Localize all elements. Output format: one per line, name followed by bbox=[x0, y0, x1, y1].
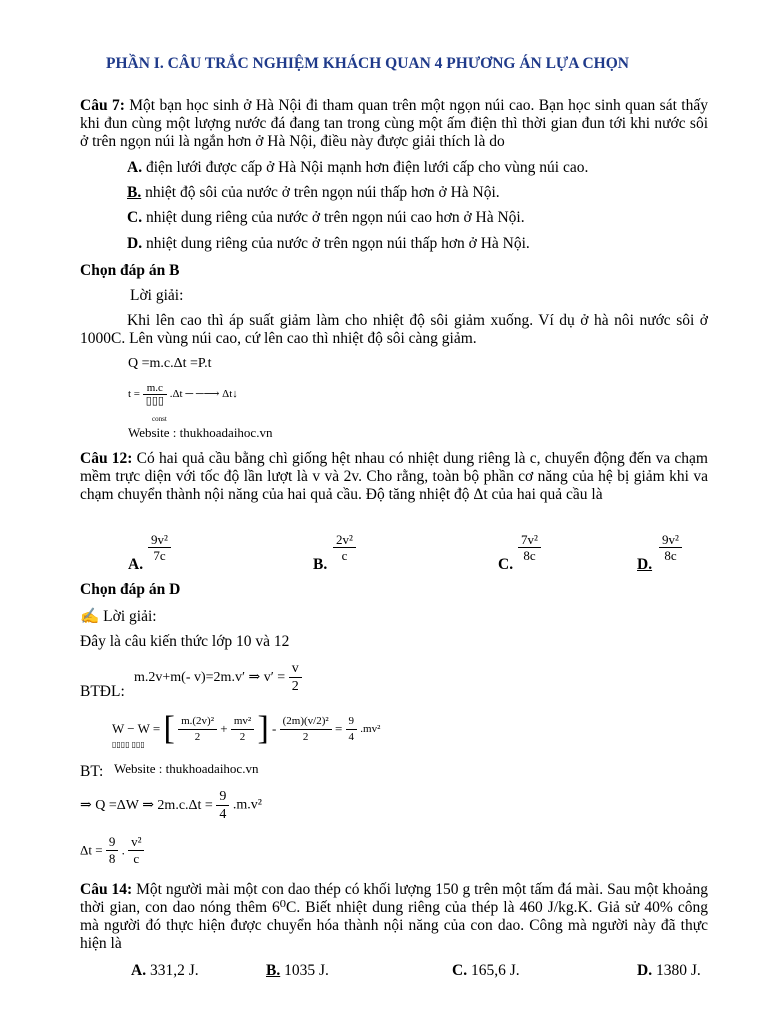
answer-line bbox=[80, 581, 180, 599]
fraction-denominator: 2 bbox=[291, 679, 299, 694]
question-7 bbox=[80, 97, 708, 151]
option-c[interactable] bbox=[452, 962, 520, 980]
option-a[interactable] bbox=[127, 159, 588, 177]
option-letter: D. bbox=[127, 235, 143, 252]
fraction-numerator: (2m)(v/2)² bbox=[280, 714, 332, 730]
fraction-numerator: 9v² bbox=[148, 532, 171, 548]
result-tail: .mv² bbox=[360, 723, 381, 735]
option-text: 1380 J. bbox=[652, 962, 701, 979]
option-text: nhiệt dung riêng của nước ở trên ngọn núi thấp hơn ở Hà Nội. bbox=[142, 235, 530, 252]
fraction-numerator: 7v² bbox=[518, 532, 541, 548]
option-d[interactable] bbox=[637, 962, 701, 980]
fraction-numerator: 2v² bbox=[333, 532, 356, 548]
question-text: Một bạn học sinh ở Hà Nội đi tham quan trên một ngọn núi cao. Bạn học sinh quan sát thấy khi đun cùng một lượng nước đá đang tan trong cùng một ấm điện thì thời gian đun tới khi nước sôi ở trên ngọn núi là ngắn hơn ở Hà Nội, điều này được giải thích là do bbox=[80, 97, 708, 150]
heat-equation bbox=[80, 788, 262, 823]
delta-t-equation: Δt = $\frac{9}{8}$ . $\frac{\text{v²}}{c}$ bbox=[80, 834, 144, 867]
question-label: Câu 7: bbox=[80, 97, 125, 114]
answer-line bbox=[80, 262, 180, 280]
equation-fraction bbox=[289, 660, 302, 695]
option-a[interactable] bbox=[131, 962, 199, 980]
option-letter: B. bbox=[313, 556, 328, 573]
fraction-numerator: 9v² bbox=[659, 532, 682, 548]
fraction-denominator: c bbox=[133, 851, 140, 866]
option-c[interactable] bbox=[127, 209, 525, 227]
fraction-2 bbox=[128, 834, 144, 867]
solution-intro: Đây là câu kiến thức lớp 10 và 12 bbox=[80, 633, 290, 650]
fraction-denominator: 7c bbox=[153, 548, 166, 563]
plus-sign: + bbox=[220, 721, 228, 736]
formula-time bbox=[128, 382, 238, 407]
fraction-denominator: 4 bbox=[219, 807, 227, 822]
energy-subscripts: ▯▯▯▯ ▯▯▯ bbox=[112, 740, 145, 749]
option-letter: D. bbox=[637, 962, 653, 979]
fraction-denominator: c bbox=[341, 548, 348, 563]
question-label: Câu 14: bbox=[80, 881, 133, 898]
formula-const: const bbox=[152, 415, 167, 423]
option-text: nhiệt dung riêng của nước ở trên ngọn núi cao hơn ở Hà Nội. bbox=[142, 209, 525, 226]
equation-text: ⇒ Q =ΔW ⇒ 2m.c.Δt = bbox=[80, 798, 213, 813]
option-letter: D. bbox=[637, 556, 653, 573]
option-letter: A. bbox=[128, 556, 144, 573]
term-3 bbox=[280, 714, 332, 745]
question-label: Câu 12: bbox=[80, 450, 133, 467]
equation-lhs: Δt = bbox=[80, 842, 103, 858]
fraction-denominator: 8c bbox=[523, 548, 536, 563]
option-d[interactable] bbox=[127, 235, 530, 253]
fraction-denominator: 2 bbox=[239, 730, 246, 743]
option-fraction bbox=[659, 532, 682, 563]
option-text: điện lưới được cấp ở Hà Nội mạnh hơn điện lưới cấp cho vùng núi cao. bbox=[142, 159, 589, 176]
fraction-denominator: 8c bbox=[664, 548, 677, 563]
question-12 bbox=[80, 450, 708, 504]
option-text: 331,2 J. bbox=[146, 962, 199, 979]
formula-rhs: .Δt ─ ─⟶ Δt↓ bbox=[169, 388, 238, 401]
option-letter: A. bbox=[131, 962, 147, 979]
watermark-2: Website : thukhoadaihoc.vn bbox=[114, 761, 259, 776]
formula-fraction bbox=[143, 382, 167, 407]
option-fraction bbox=[518, 532, 541, 563]
solution-label: ✍ Lời giải: bbox=[80, 608, 157, 625]
fraction-numerator: m.(2v)² bbox=[178, 714, 217, 730]
formula-heat: Q =m.c.Δt =P.t bbox=[128, 356, 212, 371]
answer-text: Chọn đáp án D bbox=[80, 581, 181, 598]
option-text: nhiệt độ sôi của nước ở trên ngọn núi thấp hơn ở Hà Nội. bbox=[141, 184, 500, 201]
minus-sign: - bbox=[272, 721, 277, 736]
term-2 bbox=[231, 714, 254, 745]
fraction-numerator: v bbox=[289, 660, 302, 678]
fraction-denominator: 8 bbox=[108, 851, 116, 866]
question-text: Có hai quả cầu bằng chì giống hệt nhau có nhiệt dung riêng là c, chuyển động đến va chạm mềm trực diện với tốc độ lần lượt là v và 2v. Cho rằng, toàn bộ phần cơ năng của hệ bị giảm khi va chạm chuyển thành nội năng của hai quả cầu. Độ tăng nhiệt độ Δt của hai quả cầu là bbox=[80, 450, 708, 503]
option-fraction bbox=[148, 532, 171, 563]
equation-tail: .m.v² bbox=[232, 797, 262, 813]
option-b[interactable] bbox=[266, 962, 329, 980]
watermark-1: Website : thukhoadaihoc.vn bbox=[128, 425, 273, 440]
fraction-numerator: mv² bbox=[231, 714, 254, 730]
result-fraction bbox=[346, 714, 358, 745]
term-1 bbox=[178, 714, 217, 745]
answer-text: Chọn đáp án B bbox=[80, 262, 180, 279]
fraction-denominator: 2 bbox=[302, 730, 309, 743]
option-text: 1035 J. bbox=[280, 962, 329, 979]
option-letter: B. bbox=[127, 184, 142, 201]
option-fraction bbox=[333, 532, 356, 563]
bt-label: BT: bbox=[80, 763, 104, 780]
option-letter: C. bbox=[127, 209, 143, 226]
btdl-equation bbox=[134, 660, 302, 695]
option-letter: C. bbox=[452, 962, 468, 979]
solution-text: Khi lên cao thì áp suất giảm làm cho nhiệt độ sôi giảm xuống. Ví dụ ở hà nôi nước sôi ở 1000C. Lên vùng núi cao, cứ lên cao thì nhiệt độ sôi càng giảm. bbox=[80, 312, 708, 347]
fraction-numerator: m.c bbox=[143, 382, 167, 395]
option-b[interactable] bbox=[127, 184, 500, 202]
fraction-denominator: 2 bbox=[194, 730, 201, 743]
section-title: PHẦN I. CÂU TRẮC NGHIỆM KHÁCH QUAN 4 PHƯƠNG ÁN LỰA CHỌN bbox=[106, 55, 629, 72]
equals-sign: = bbox=[334, 721, 343, 736]
fraction-1 bbox=[106, 834, 119, 867]
equation-fraction bbox=[216, 788, 229, 823]
fraction-denominator: 4 bbox=[348, 730, 355, 743]
option-text: 165,6 J. bbox=[467, 962, 520, 979]
formula-lhs: t = bbox=[128, 388, 141, 401]
option-letter: C. bbox=[498, 556, 514, 573]
question-14 bbox=[80, 881, 708, 953]
fraction-numerator: 9 bbox=[106, 834, 119, 851]
solution-label: Lời giải: bbox=[130, 287, 184, 304]
equation-text: m.2v+m(- v)=2m.v′ ⇒ v′ = bbox=[134, 670, 286, 685]
question-text: Một người mài một con dao thép có khối lượng 150 g trên một tấm đá mài. Sau một khoảng thời gian, con dao nóng thêm 6⁰C. Biết nhiệt dung riêng của thép là 460 J/kg.K. Giả sử 40% công mà người đó thực hiện được chuyển hóa thành nội năng của con dao. Công mà người này đã thực hiện là bbox=[80, 881, 709, 952]
fraction-numerator: 9 bbox=[346, 714, 358, 730]
option-letter: B. bbox=[266, 962, 281, 979]
btdl-label: BTĐL: bbox=[80, 683, 125, 700]
option-letter: A. bbox=[127, 159, 143, 176]
fraction-numerator: 9 bbox=[216, 788, 229, 806]
energy-equation: W − W = [ $\frac{\text{m.(2v)²}}{2}$ + $\frac{\text{mv²}}{2}$ ] - $\frac{\text{(2m)(v/2)²}}{2}$ = $\frac{9}{4}$ .mv² bbox=[112, 710, 381, 747]
equation-lhs: W − W = bbox=[112, 721, 161, 736]
fraction-denominator: ▯▯▯ bbox=[145, 395, 164, 407]
fraction-numerator: v² bbox=[128, 834, 144, 851]
